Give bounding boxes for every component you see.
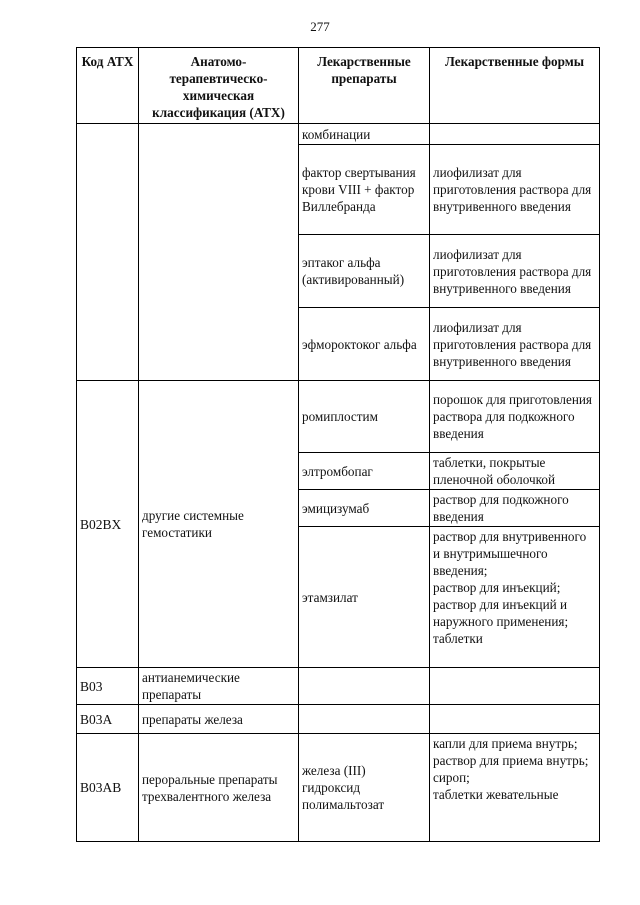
- cell-drug: [299, 668, 430, 705]
- cell-class: другие системные гемостатики: [139, 381, 299, 668]
- header-classification: Анатомо-терапевтическо-химическая классификация (АТХ): [139, 48, 299, 124]
- form-line: сироп;: [433, 770, 470, 785]
- form-line: раствор для приема внутрь;: [433, 753, 589, 768]
- cell-code: B03AB: [77, 734, 139, 842]
- cell-drug: фактор свертывания крови VIII + фактор Виллебранда: [299, 145, 430, 235]
- cell-form: [430, 668, 600, 705]
- cell-form: лиофилизат для приготовления раствора для внутривенного введения: [430, 145, 600, 235]
- table-row: [77, 381, 600, 453]
- table-row: [77, 124, 600, 145]
- header-row: [77, 48, 600, 124]
- form-line: раствор для инъекций и наружного применения;: [433, 597, 569, 629]
- header-forms: Лекарственные формы: [430, 48, 600, 124]
- page-number: 277: [310, 19, 330, 34]
- form-line: раствор для внутривенного и внутримышечного введения;: [433, 529, 587, 578]
- cell-drug: железа (III) гидроксид полимальтозат: [299, 734, 430, 842]
- cell-form: таблетки, покрытые пленочной оболочкой: [430, 453, 600, 490]
- cell-form: [430, 527, 600, 668]
- cell-drug: [299, 705, 430, 734]
- table-row: [77, 668, 600, 705]
- header-drugs: Лекарственные препараты: [299, 48, 430, 124]
- cell-class: антианемические препараты: [139, 668, 299, 705]
- cell-class: [139, 124, 299, 381]
- cell-form: [430, 734, 600, 842]
- form-line: таблетки: [433, 631, 483, 646]
- cell-drug: эмицизумаб: [299, 490, 430, 527]
- cell-form: лиофилизат для приготовления раствора для внутривенного введения: [430, 235, 600, 308]
- cell-drug: ромиплостим: [299, 381, 430, 453]
- cell-drug: комбинации: [299, 124, 430, 145]
- cell-form: [430, 124, 600, 145]
- cell-class: пероральные препараты трехвалентного железа: [139, 734, 299, 842]
- cell-code: B02BX: [77, 381, 139, 668]
- cell-code: B03: [77, 668, 139, 705]
- cell-drug: элтромбопаг: [299, 453, 430, 490]
- cell-form: раствор для подкожного введения: [430, 490, 600, 527]
- atx-table: [76, 47, 600, 842]
- header-code: Код АТХ: [77, 48, 139, 124]
- cell-form: лиофилизат для приготовления раствора для внутривенного введения: [430, 308, 600, 381]
- cell-form: [430, 705, 600, 734]
- cell-class: препараты железа: [139, 705, 299, 734]
- cell-code: B03A: [77, 705, 139, 734]
- table-row: [77, 705, 600, 734]
- form-line: раствор для инъекций;: [433, 580, 561, 595]
- cell-drug: этамзилат: [299, 527, 430, 668]
- table-row: [77, 734, 600, 842]
- cell-code: [77, 124, 139, 381]
- cell-drug: эптаког альфа (активированный): [299, 235, 430, 308]
- cell-drug: эфмороктоког альфа: [299, 308, 430, 381]
- form-line: таблетки жевательные: [433, 787, 559, 802]
- cell-form: порошок для приготовления раствора для подкожного введения: [430, 381, 600, 453]
- form-line: капли для приема внутрь;: [433, 736, 578, 751]
